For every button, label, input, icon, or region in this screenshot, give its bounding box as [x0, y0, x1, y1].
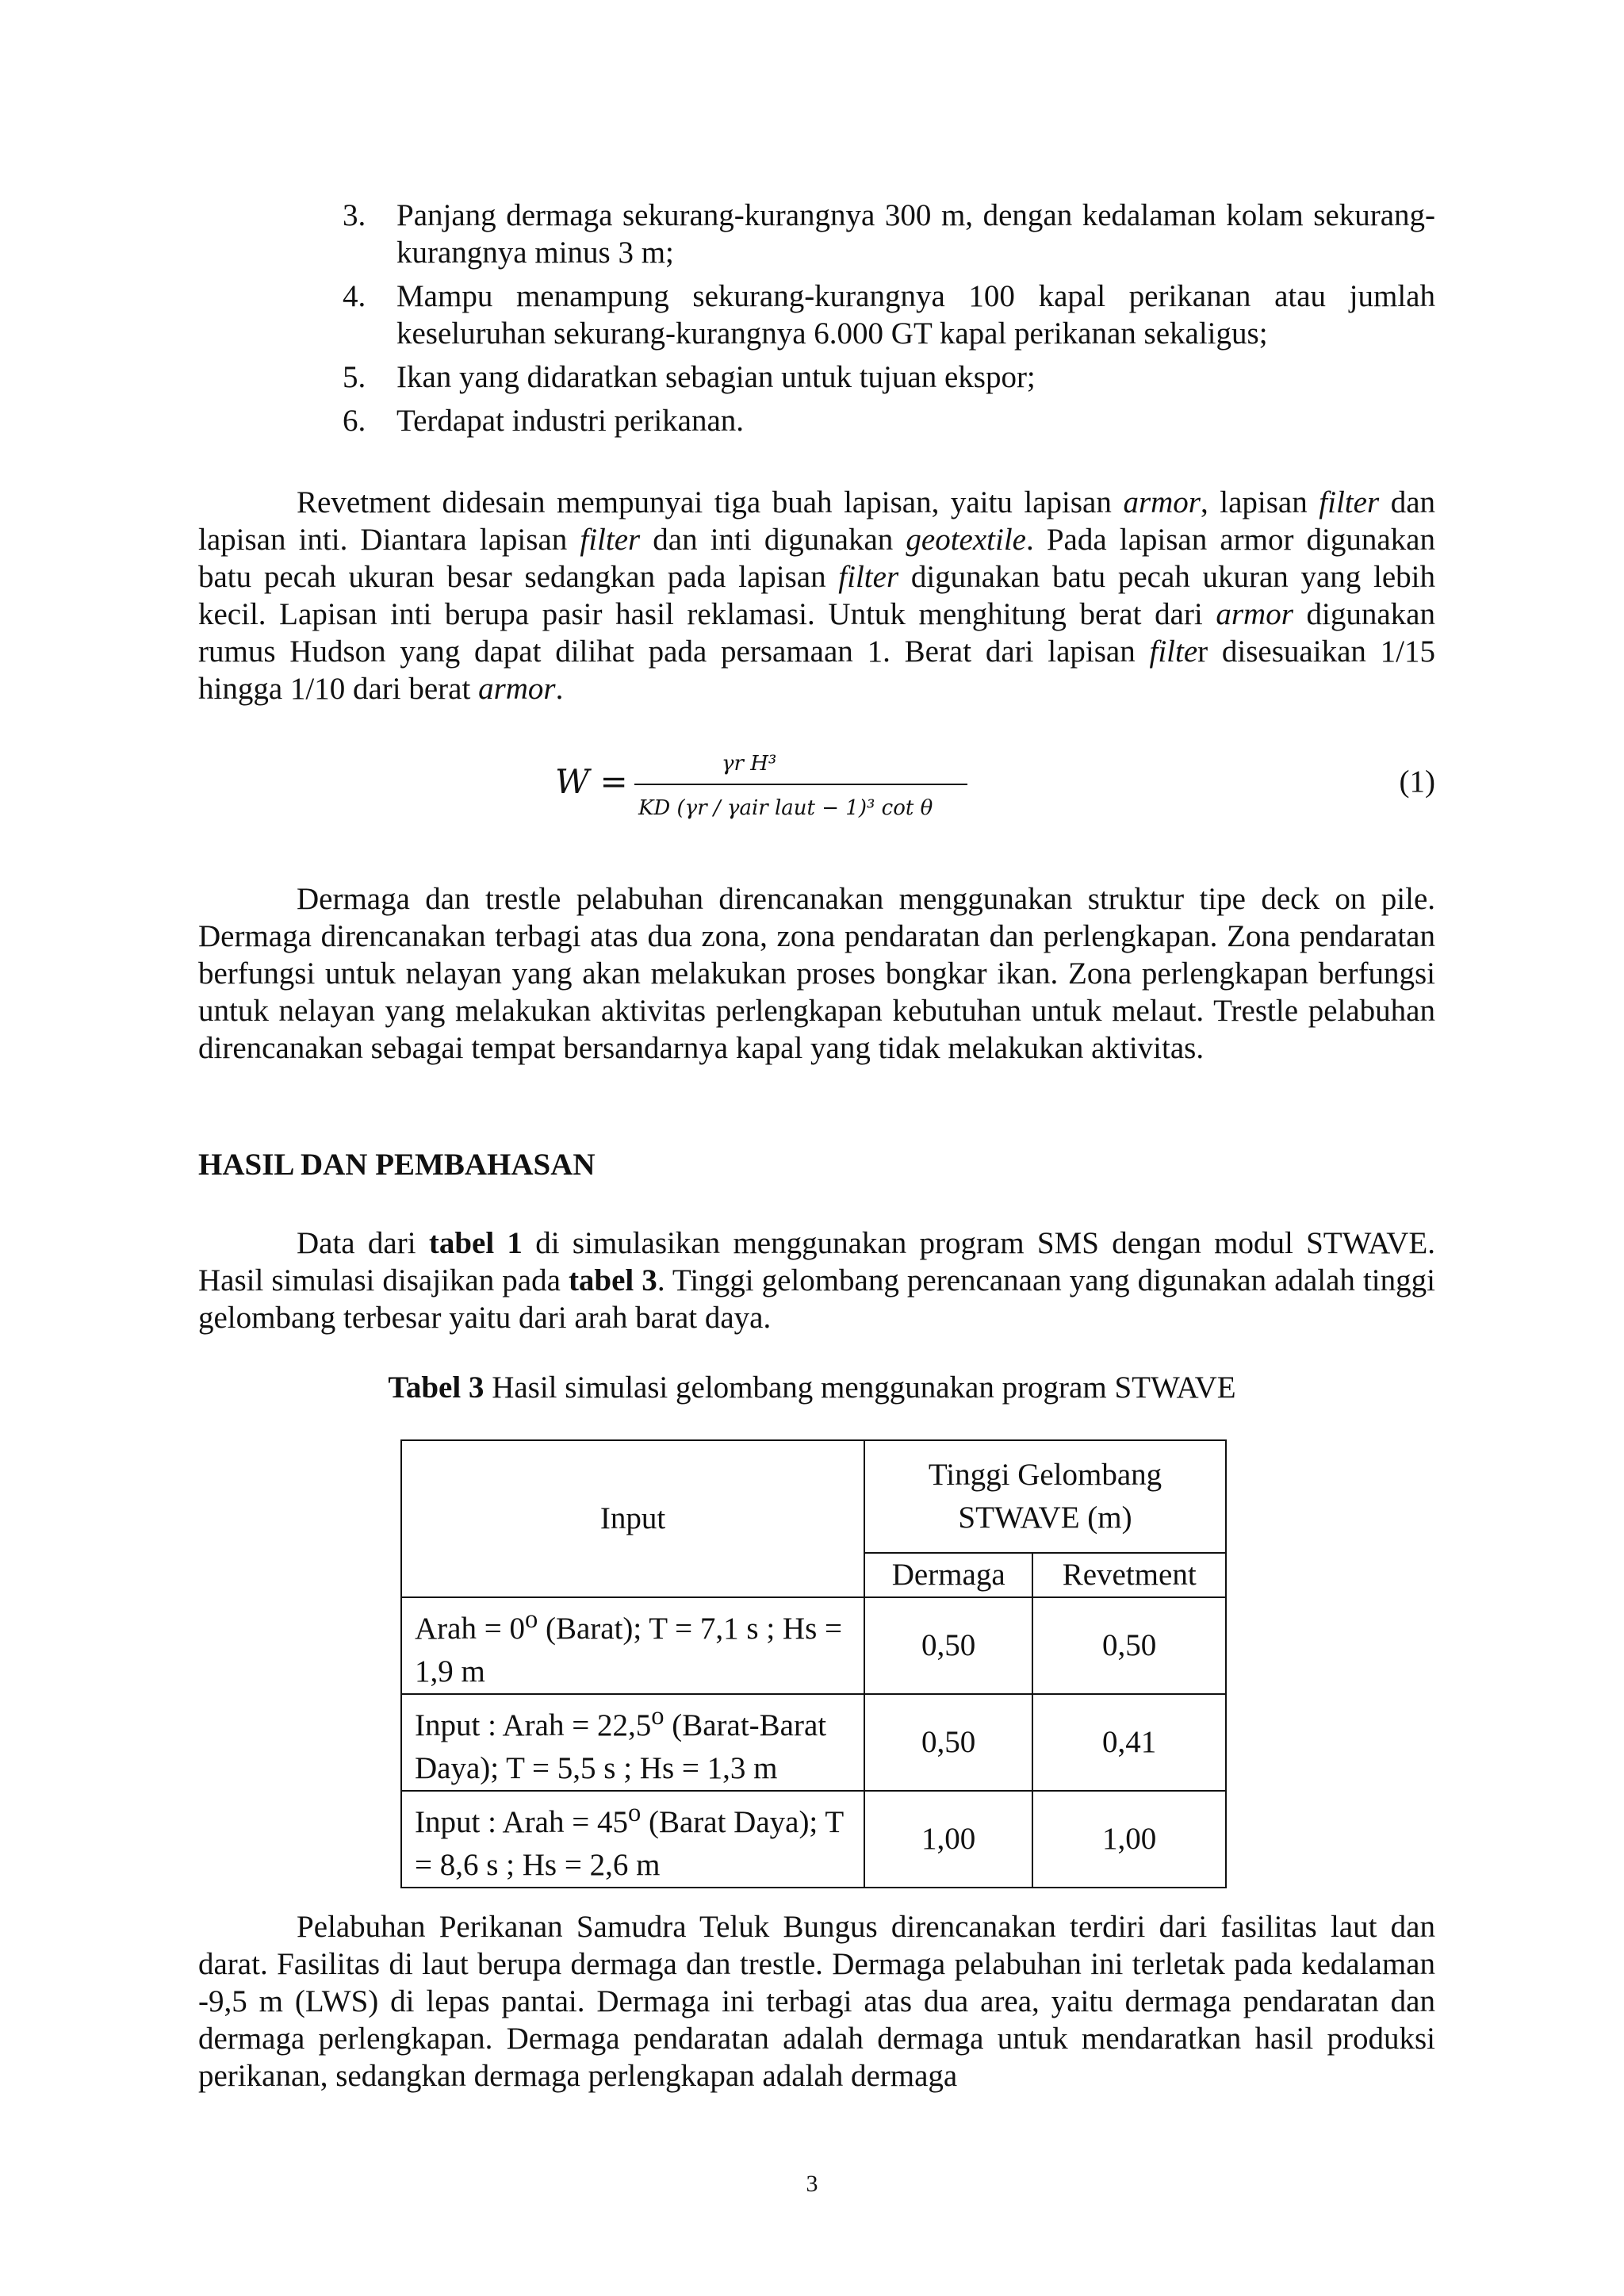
facilities-paragraph: Pelabuhan Perikanan Samudra Teluk Bungus direncanakan terdiri dari fasilitas laut dan darat. Fasilitas di laut berupa dermaga dan trestle. Dermaga pelabuhan ini terletak pada kedalaman -9,5 m (LWS) di lepas pantai. Dermaga ini terbagi atas dua area, yaitu dermaga pendaratan dan dermaga perlengkapan. Dermaga pendaratan adalah dermaga untuk mendaratkan hasil produksi perikanan, sedangkan dermaga perlengkapan adalah dermaga — [198, 1910, 1435, 2093]
column-header-dermaga: Dermaga — [864, 1553, 1032, 1597]
cell-dermaga: 0,50 — [864, 1694, 1032, 1791]
hudson-equation — [555, 746, 1435, 849]
list-text: Panjang dermaga sekurang-kurangnya 300 m, dengan kedalaman kolam sekurang- kurangnya minus 3 m; — [396, 198, 1435, 270]
table-caption — [0, 1369, 1624, 1406]
equation-denominator: KD (γr / γair laut − 1)³ cot θ — [638, 796, 933, 820]
list-text: Mampu menampung sekurang-kurangnya 100 kapal perikanan atau jumlah keseluruhan sekurang-kurangnya 6.000 GT kapal perikanan sekaligus; — [396, 279, 1435, 351]
list-item — [343, 197, 1435, 271]
list-number: 5. — [343, 360, 366, 394]
dermaga-paragraph: Dermaga dan trestle pelabuhan direncanakan menggunakan struktur tipe deck on pile. Dermaga direncanakan terbagi atas dua zona, zona pendaratan dan perlengkapan. Zona pendaratan berfungsi untuk nelayan yang akan melakukan proses bongkar ikan. Zona perlengkapan berfungsi untuk nelayan yang melakukan aktivitas perlengkapan kebutuhan untuk melaut. Trestle pelabuhan direncanakan sebagai tempat bersandarnya kapal yang tidak melakukan aktivitas. — [198, 882, 1435, 1065]
equation-number: (1) — [1399, 765, 1435, 799]
caption-text: Hasil simulasi gelombang menggunakan program STWAVE — [484, 1370, 1236, 1405]
section-heading: HASIL DAN PEMBAHASAN — [198, 1148, 596, 1182]
list-number: 4. — [343, 279, 366, 313]
column-header-wave-height: Tinggi Gelombang STWAVE (m) — [864, 1440, 1226, 1553]
equation-lhs: W = — [555, 762, 628, 801]
list-item — [343, 358, 1435, 396]
row-input: Arah = $0^o$ (Barat); T = 7,1 s ; Hs = 1,9 m — [401, 1597, 864, 1694]
cell-dermaga: 0,50 — [864, 1597, 1032, 1694]
results-paragraph: Data dari tabel 1 di simulasikan menggunakan program SMS dengan modul STWAVE. Hasil simulasi disajikan pada tabel 3. Tinggi gelombang perencanaan yang digunakan adalah tinggi gelombang terbesar yaitu dari arah barat daya. — [198, 1226, 1435, 1335]
caption-label: Tabel 3 — [388, 1370, 485, 1405]
column-header-input: Input — [401, 1440, 864, 1597]
list-item — [343, 278, 1435, 352]
wave-simulation-table — [400, 1439, 1227, 1888]
requirements-list — [343, 197, 1435, 446]
cell-revetment: 1,00 — [1032, 1791, 1226, 1888]
list-text: Ikan yang didaratkan sebagian untuk tujuan ekspor; — [396, 360, 1036, 394]
row-input: Input : Arah = $45^o$ (Barat Daya); T = 8,6 s ; Hs = 2,6 m — [401, 1791, 864, 1888]
list-text: Terdapat industri perikanan. — [396, 404, 745, 438]
page-number: 3 — [806, 2171, 818, 2197]
revetment-paragraph: Revetment didesain mempunyai tiga buah lapisan, yaitu lapisan armor, lapisan filter dan lapisan inti. Diantara lapisan filter dan inti digunakan geotextile. Pada lapisan armor digunakan batu pecah ukuran besar sedangkan pada lapisan filter digunakan batu pecah ukuran yang lebih kecil. Lapisan inti berupa pasir hasil reklamasi. Untuk menghitung berat dari armor digunakan rumus Hudson yang dapat dilihat pada persamaan 1. Berat dari lapisan filter disesuaikan 1/15 hingga 1/10 dari berat armor. — [198, 485, 1436, 706]
row-input: Input : Arah = $22,5^o$ (Barat-Barat Daya); T = 5,5 s ; Hs = 1,3 m — [401, 1694, 864, 1791]
table-row — [401, 1694, 1226, 1791]
table-header-row — [401, 1440, 1226, 1553]
cell-dermaga: 1,00 — [864, 1791, 1032, 1888]
column-header-revetment: Revetment — [1032, 1553, 1226, 1597]
fraction-bar — [634, 784, 967, 785]
cell-revetment: 0,41 — [1032, 1694, 1226, 1791]
list-number: 6. — [343, 404, 366, 438]
equation-numerator: γr H³ — [722, 752, 777, 776]
list-number: 3. — [343, 198, 366, 232]
list-item — [343, 402, 1435, 439]
table-row — [401, 1791, 1226, 1888]
cell-revetment: 0,50 — [1032, 1597, 1226, 1694]
table-row — [401, 1597, 1226, 1694]
